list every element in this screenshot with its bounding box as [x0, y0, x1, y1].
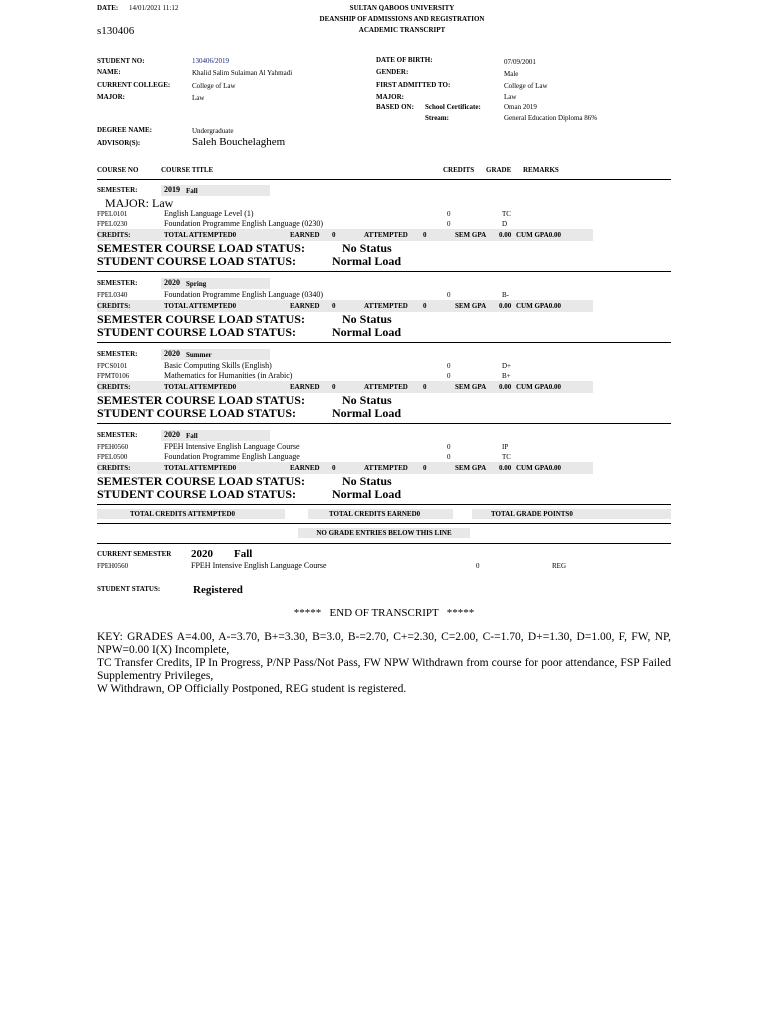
cum-gpa: CUM GPA0.00 [516, 302, 561, 310]
semester-term: Summer [186, 351, 212, 359]
current-course-credits: 0 [476, 562, 480, 570]
semester-divider [97, 271, 671, 272]
cum-gpa: CUM GPA0.00 [516, 383, 561, 391]
course-credits: 0 [447, 291, 451, 299]
semester-year: 2020 [164, 349, 180, 358]
student-code: s130406 [97, 25, 135, 37]
earned-label: EARNED [290, 383, 320, 391]
attempted-value: 0 [423, 464, 427, 472]
student-no: 130406/2019 [192, 57, 229, 65]
course-no: FPEL0230 [97, 220, 128, 228]
semester-year: 2020 [164, 430, 180, 439]
course-title: Foundation Programme English Language (0230) [164, 219, 324, 228]
attempted-label: ATTEMPTED [364, 302, 408, 310]
print-date: 14/01/2021 11:12 [129, 4, 179, 12]
course-credits: 0 [447, 443, 451, 451]
key-line-3: W Withdrawn, OP Officially Postponed, REG student is registered. [97, 683, 407, 695]
col-course-title: COURSE TITLE [161, 166, 214, 174]
sem-load-label: SEMESTER COURSE LOAD STATUS: [97, 393, 305, 407]
course-title: Basic Computing Skills (English) [164, 361, 272, 370]
course-no: FPMT0106 [97, 372, 130, 380]
course-credits: 0 [447, 362, 451, 370]
college-label: CURRENT COLLEGE: [97, 81, 171, 89]
total-attempted: TOTAL ATTEMPTED0 [164, 464, 237, 472]
course-grade: TC [502, 210, 511, 218]
course-credits: 0 [447, 372, 451, 380]
totals-divider [97, 523, 671, 524]
course-grade: B+ [502, 372, 511, 380]
semester-term: Fall [186, 432, 198, 440]
total-grade-points: TOTAL GRADE POINTS0 [491, 510, 573, 518]
stu-load-status: Normal Load [332, 254, 401, 268]
gender-label: GENDER: [376, 68, 409, 76]
course-credits: 0 [447, 453, 451, 461]
school-cert: Oman 2019 [504, 103, 537, 111]
major-heading: MAJOR: Law [105, 196, 174, 210]
sem-gpa-label: SEM GPA [455, 464, 487, 472]
sem-load-status: No Status [342, 312, 392, 326]
semester-label: SEMESTER: [97, 186, 138, 194]
admitted-label: FIRST ADMITTED TO: [376, 81, 451, 89]
student-status-label: STUDENT STATUS: [97, 585, 161, 593]
course-grade: D+ [502, 362, 512, 370]
semester-term: Spring [186, 280, 207, 288]
sem-gpa-label: SEM GPA [455, 231, 487, 239]
date-of-birth: 07/09/2001 [504, 58, 536, 66]
course-grade: D [502, 220, 508, 228]
earned-value: 0 [332, 464, 336, 472]
degree-name: Undergraduate [192, 127, 234, 135]
advisor-label: ADVISOR(S): [97, 139, 141, 147]
semester-divider [97, 342, 671, 343]
dob-label: DATE OF BIRTH: [376, 56, 433, 64]
credits-label: CREDITS: [97, 464, 131, 472]
major: Law [192, 94, 205, 102]
current-college: College of Law [192, 82, 236, 90]
total-attempted: TOTAL ATTEMPTED0 [164, 231, 237, 239]
course-no: FPCS0101 [97, 362, 128, 370]
sem-load-label: SEMESTER COURSE LOAD STATUS: [97, 241, 305, 255]
semester-term: Fall [186, 187, 198, 195]
course-no: FPEL0101 [97, 210, 128, 218]
course-credits: 0 [447, 210, 451, 218]
col-remarks: REMARKS [523, 166, 559, 174]
stu-load-label: STUDENT COURSE LOAD STATUS: [97, 325, 297, 339]
stream-label: Stream: [425, 114, 449, 122]
end-of-transcript: ***** END OF TRANSCRIPT ***** [293, 607, 475, 619]
course-title: Foundation Programme English Language [164, 452, 300, 461]
course-no: FPEL0340 [97, 291, 128, 299]
course-grade: B- [502, 291, 509, 299]
stream: General Education Diploma 86% [504, 114, 598, 122]
student-name: Khalid Salim Sulaiman Al Yahmadi [192, 69, 293, 77]
stu-load-label: STUDENT COURSE LOAD STATUS: [97, 406, 297, 420]
major-label: MAJOR: [97, 93, 125, 101]
cum-gpa: CUM GPA0.00 [516, 464, 561, 472]
cum-gpa: CUM GPA0.00 [516, 231, 561, 239]
grade-key [97, 631, 671, 696]
earned-value: 0 [332, 231, 336, 239]
earned-value: 0 [332, 302, 336, 310]
semester-label: SEMESTER: [97, 350, 138, 358]
deanship-name: DEANSHIP OF ADMISSIONS AND REGISTRATION [319, 15, 485, 23]
earned-label: EARNED [290, 464, 320, 472]
total-attempted: TOTAL ATTEMPTED0 [164, 302, 237, 310]
stu-load-status: Normal Load [332, 325, 401, 339]
attempted-value: 0 [423, 302, 427, 310]
current-year: 2020 [191, 548, 213, 560]
date-label: DATE: [97, 4, 119, 12]
sem-gpa-label: SEM GPA [455, 383, 487, 391]
course-credits: 0 [447, 220, 451, 228]
sem-gpa-value: 0.00 [499, 231, 512, 239]
semester-divider [97, 504, 671, 505]
col-credits: CREDITS [443, 166, 475, 174]
semester-year: 2019 [164, 185, 180, 194]
current-course-remarks: REG [552, 562, 566, 570]
course-grade: TC [502, 453, 511, 461]
no-grade-entries: NO GRADE ENTRIES BELOW THIS LINE [316, 529, 452, 537]
semester-divider [97, 423, 671, 424]
course-title: FPEH Intensive English Language Course [164, 442, 300, 451]
stu-load-label: STUDENT COURSE LOAD STATUS: [97, 254, 297, 268]
course-title: Mathematics for Humanities (in Arabic) [164, 371, 293, 380]
attempted-value: 0 [423, 383, 427, 391]
earned-label: EARNED [290, 302, 320, 310]
sem-load-status: No Status [342, 474, 392, 488]
col-grade: GRADE [486, 166, 512, 174]
current-semester-label: CURRENT SEMESTER [97, 550, 172, 558]
sem-load-label: SEMESTER COURSE LOAD STATUS: [97, 474, 305, 488]
stu-load-label: STUDENT COURSE LOAD STATUS: [97, 487, 297, 501]
earned-label: EARNED [290, 231, 320, 239]
current-course-title: FPEH Intensive English Language Course [191, 561, 327, 570]
sem-gpa-value: 0.00 [499, 464, 512, 472]
first-admitted: College of Law [504, 82, 548, 90]
stu-load-status: Normal Load [332, 406, 401, 420]
course-title: Foundation Programme English Language (0340) [164, 290, 324, 299]
course-title: English Language Level (1) [164, 209, 254, 218]
based-on-label: BASED ON: [376, 103, 414, 111]
semester-year: 2020 [164, 278, 180, 287]
total-credits-attempted: TOTAL CREDITS ATTEMPTED0 [130, 510, 236, 518]
school-cert-label: School Certificate: [425, 103, 481, 111]
course-grade: IP [502, 443, 509, 451]
course-no: FPEH0560 [97, 443, 129, 451]
current-term: Fall [234, 548, 253, 560]
no-grade-divider [97, 543, 671, 544]
advisor-name: Saleh Bouchelaghem [192, 136, 286, 148]
sem-load-label: SEMESTER COURSE LOAD STATUS: [97, 312, 305, 326]
attempted-label: ATTEMPTED [364, 383, 408, 391]
credits-label: CREDITS: [97, 231, 131, 239]
semester-label: SEMESTER: [97, 431, 138, 439]
sem-load-status: No Status [342, 393, 392, 407]
student-status: Registered [193, 584, 243, 596]
sem-load-status: No Status [342, 241, 392, 255]
key-line-1: KEY: GRADES A=4.00, A-=3.70, B+=3.30, B=3.0, B-=2.70, C+=2.30, C=2.00, C-=1.70, D+=1.30, D=1.00, F, FW, NP, NPW=0.00 I(X) Incomplete, [97, 631, 671, 656]
sem-gpa-value: 0.00 [499, 302, 512, 310]
attempted-label: ATTEMPTED [364, 464, 408, 472]
col-course-no: COURSE NO [97, 166, 139, 174]
student-no-label: STUDENT NO: [97, 57, 145, 65]
attempted-label: ATTEMPTED [364, 231, 408, 239]
university-name: SULTAN QABOOS UNIVERSITY [349, 4, 455, 12]
name-label: NAME: [97, 68, 121, 76]
credits-label: CREDITS: [97, 302, 131, 310]
header-divider [97, 179, 671, 180]
admitted-major: Law [504, 93, 517, 101]
degree-label: DEGREE NAME: [97, 126, 153, 134]
key-line-2: TC Transfer Credits, IP In Progress, P/NP Pass/Not Pass, FW NPW Withdrawn from course for poor attendance, FSP Failed Supplementry Privileges, [97, 657, 671, 682]
course-no: FPEL0500 [97, 453, 128, 461]
gender: Male [504, 70, 519, 78]
earned-value: 0 [332, 383, 336, 391]
attempted-value: 0 [423, 231, 427, 239]
document-title: ACADEMIC TRANSCRIPT [358, 26, 446, 34]
current-course-no: FPEH0560 [97, 562, 129, 570]
stu-load-status: Normal Load [332, 487, 401, 501]
total-attempted: TOTAL ATTEMPTED0 [164, 383, 237, 391]
major2-label: MAJOR: [376, 93, 404, 101]
sem-gpa-label: SEM GPA [455, 302, 487, 310]
semester-label: SEMESTER: [97, 279, 138, 287]
credits-label: CREDITS: [97, 383, 131, 391]
total-credits-earned: TOTAL CREDITS EARNED0 [329, 510, 421, 518]
sem-gpa-value: 0.00 [499, 383, 512, 391]
